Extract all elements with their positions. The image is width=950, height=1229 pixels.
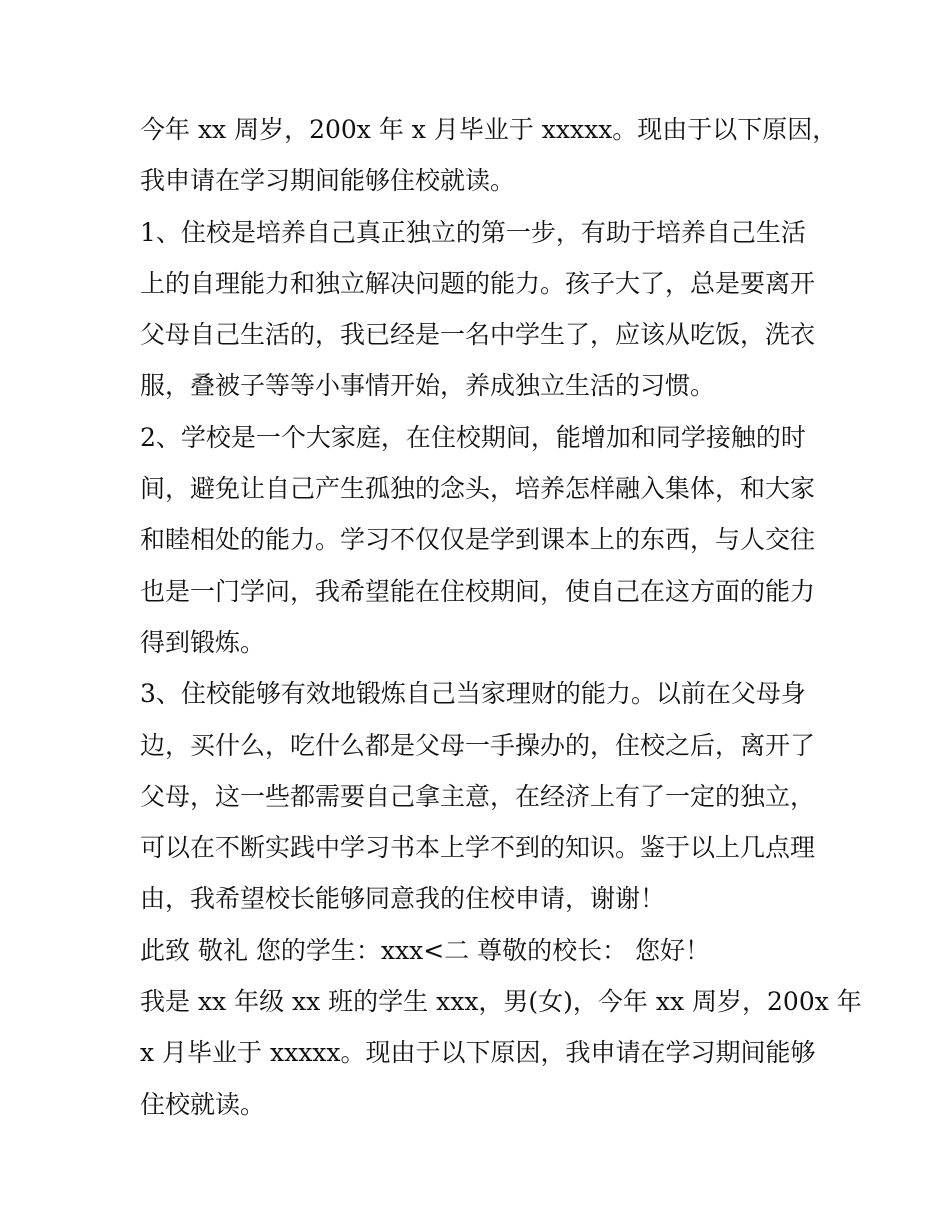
text-line-13: 边，买什么，吃什么都是父母一手操办的，住校之后，离开了 xyxy=(140,730,816,760)
text-line-17: 此致 敬礼 您的学生：xxx<二 尊敬的校长： 您好！ xyxy=(140,935,711,965)
text-line-2: 我申请在学习期间能够住校就读。 xyxy=(140,166,516,196)
text-line-6: 服，叠被子等等小事情开始，养成独立生活的习惯。 xyxy=(140,371,716,401)
text-line-12: 3、住校能够有效地锻炼自己当家理财的能力。以前在父母身 xyxy=(140,679,806,709)
text-line-8: 间，避免让自己产生孤独的念头，培养怎样融入集体，和大家 xyxy=(140,474,816,504)
text-line-10: 也是一门学问，我希望能在住校期间，使自己在这方面的能力 xyxy=(140,576,816,606)
text-line-16: 由，我希望校长能够同意我的住校申请，谢谢！ xyxy=(140,884,666,914)
text-line-11: 得到锻炼。 xyxy=(140,627,266,657)
text-line-15: 可以在不断实践中学习书本上学不到的知识。鉴于以上几点理 xyxy=(140,833,816,863)
text-line-19: x 月毕业于 xxxxx。现由于以下原因，我申请在学习期间能够 xyxy=(140,1038,816,1068)
text-line-1: 今年 xx 周岁，200x 年 x 月毕业于 xxxxx。现由于以下原因， xyxy=(140,115,838,144)
text-line-14: 父母，这一些都需要自己拿主意，在经济上有了一定的独立， xyxy=(140,781,816,811)
text-line-3: 1、住校是培养自己真正独立的第一步，有助于培养自己生活 xyxy=(140,217,806,247)
text-line-4: 上的自理能力和独立解决问题的能力。孩子大了，总是要离开 xyxy=(140,268,816,298)
text-line-7: 2、学校是一个大家庭，在住校期间，能增加和同学接触的时 xyxy=(140,422,806,452)
body-text xyxy=(140,104,862,1130)
text-line-18: 我是 xx 年级 xx 班的学生 xxx，男(女)，今年 xx 周岁，200x 年 xyxy=(140,987,862,1017)
text-line-9: 和睦相处的能力。学习不仅仅是学到课本上的东西，与人交往 xyxy=(140,525,816,555)
text-line-5: 父母自己生活的，我已经是一名中学生了，应该从吃饭，洗衣 xyxy=(140,320,816,350)
text-line-20: 住校就读。 xyxy=(140,1089,266,1119)
